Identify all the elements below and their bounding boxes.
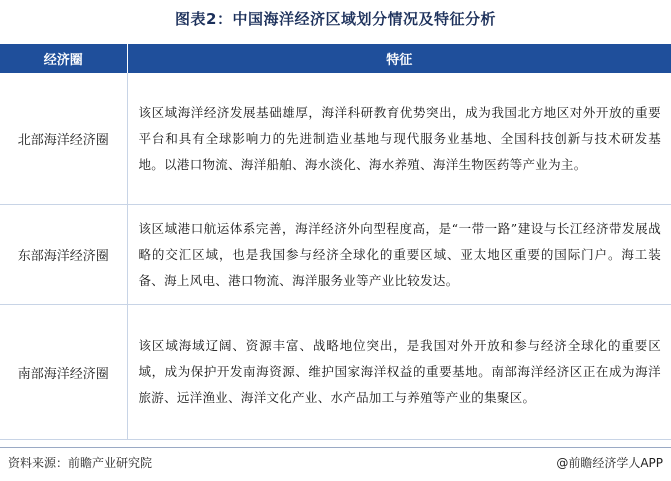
table-row: [0, 205, 671, 305]
table-header-row: [0, 44, 671, 73]
region-cell: 南部海洋经济圈: [0, 305, 127, 440]
region-cell: 东部海洋经济圈: [0, 205, 127, 305]
feature-cell: 该区域港口航运体系完善，海洋经济外向型程度高，是“一带一路”建设与长江经济带发展战略的交汇区域，也是我国参与经济全球化的重要区域、亚太地区重要的国际门户。海工装备、海上风电、港口物流、海洋服务业等产业比较发达。: [127, 205, 671, 305]
header-feature: 特征: [127, 44, 671, 73]
footer-divider: [0, 447, 671, 448]
table-row: [0, 73, 671, 205]
feature-cell: 该区域海洋经济发展基础雄厚，海洋科研教育优势突出，成为我国北方地区对外开放的重要平台和具有全球影响力的先进制造业基地与现代服务业基地、全国科技创新与技术研发基地。以港口物流、海洋船舶、海水淡化、海水养殖、海洋生物医药等产业为主。: [127, 73, 671, 205]
region-cell: 北部海洋经济圈: [0, 73, 127, 205]
source-note: 资料来源：前瞻产业研究院: [8, 456, 153, 470]
header-region: 经济圈: [0, 44, 127, 73]
table-row: [0, 305, 671, 440]
chart-title: 图表2：中国海洋经济区域划分情况及特征分析: [175, 10, 496, 28]
region-feature-table: [0, 44, 671, 440]
feature-cell: 该区域海域辽阔、资源丰富、战略地位突出，是我国对外开放和参与经济全球化的重要区域，成为保护开发南海资源、维护国家海洋权益的重要基地。南部海洋经济区正在成为海洋旅游、远洋渔业、海洋文化产业、水产品加工与养殖等产业的集聚区。: [127, 305, 671, 440]
credit-note: @前瞻经济学人APP: [556, 456, 663, 470]
